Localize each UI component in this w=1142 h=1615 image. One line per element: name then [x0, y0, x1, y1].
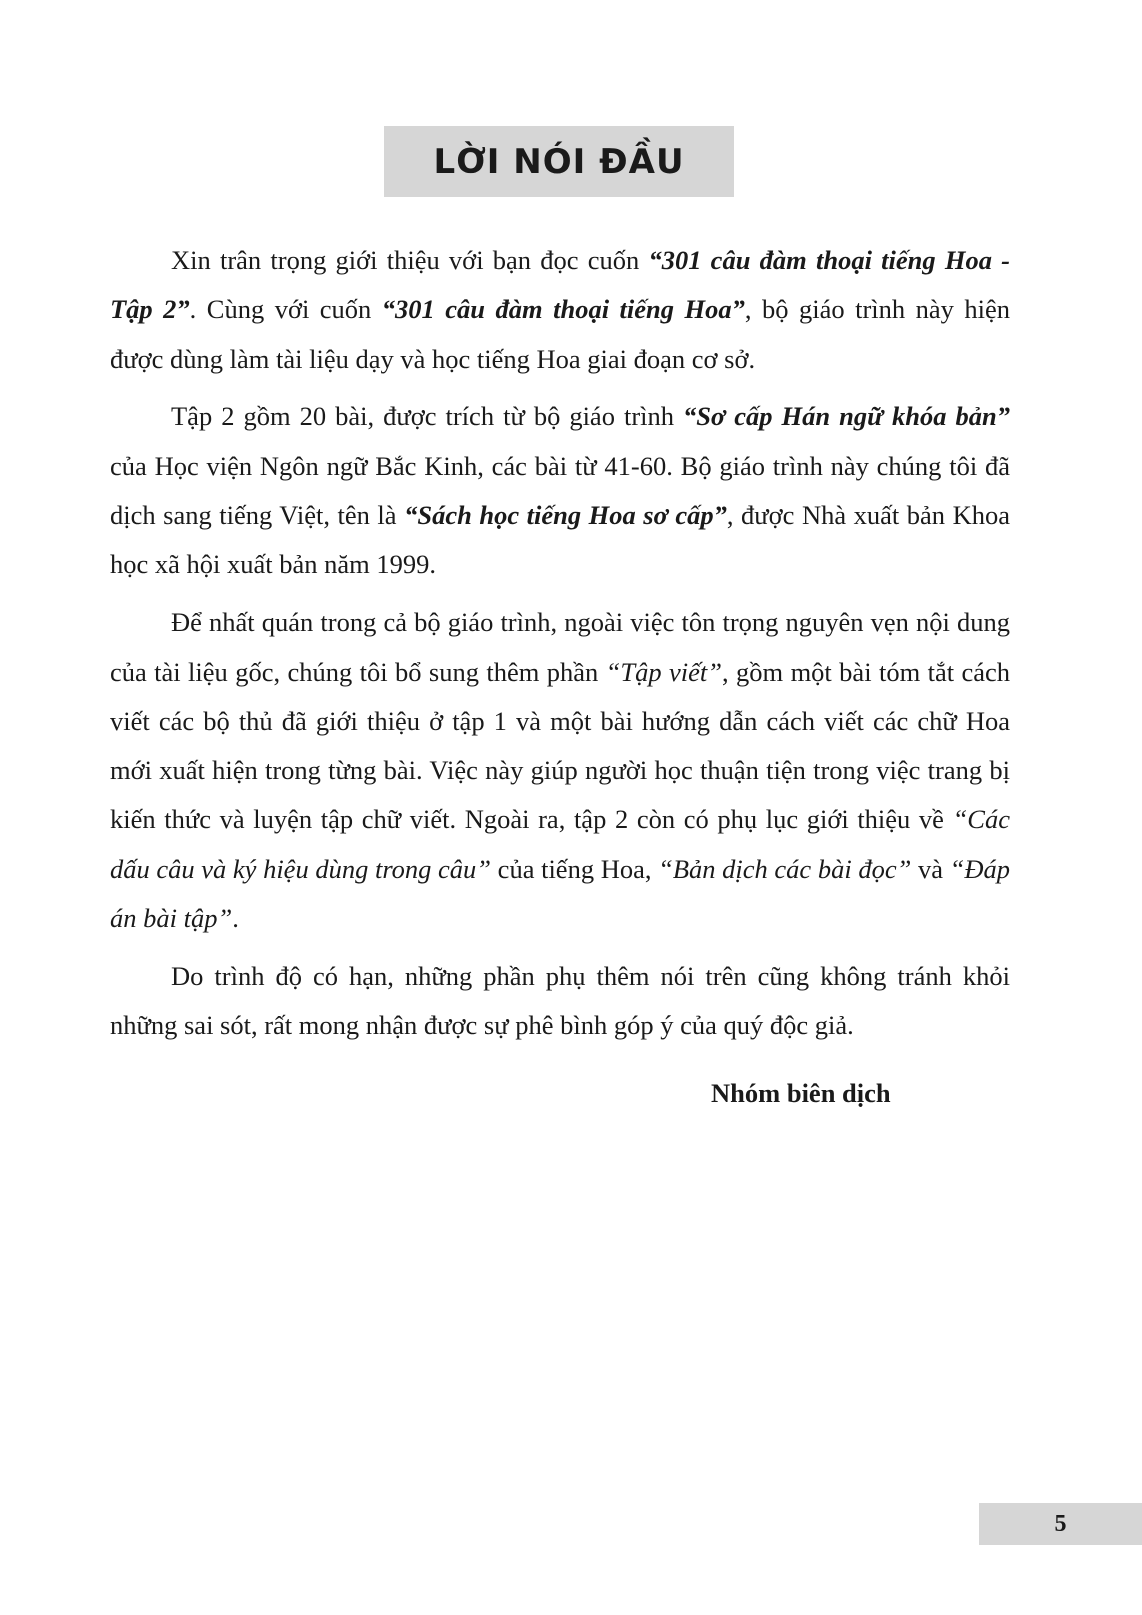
- p1-text-2: . Cùng với cuốn: [189, 294, 382, 325]
- page-number: 5: [1054, 1510, 1067, 1537]
- p2-text-1: Tập 2 gồm 20 bài, được trích từ bộ giáo trình: [171, 401, 684, 432]
- p1-text-3: , bộ giáo trình này hiện được dùng làm tài liệu dạy và học tiếng Hoa giai đoạn cơ sở.: [110, 294, 1010, 374]
- p3-text-3: của tiếng Hoa,: [491, 853, 659, 884]
- p2-text-3: , được Nhà xuất bản Khoa học xã hội xuất bản năm 1999.: [110, 500, 1010, 580]
- p3-text-2: , gồm một bài tóm tắt cách viết các bộ thủ đã giới thiệu ở tập 1 và một bài hướng dẫn cách viết các chữ Hoa mới xuất hiện trong từng bài. Việc này giúp người học thuận tiện trong việc trang bị kiến thức và luyện tập chữ viết. Ngoài ra, tập 2 còn có phụ lục giới thiệu về: [110, 656, 1010, 835]
- p3-text-4: và: [911, 853, 950, 884]
- p3-section-title-3: “Bản dịch các bài đọc”: [658, 853, 912, 884]
- p3-text-1: Để nhất quán trong cả bộ giáo trình, ngoài việc tôn trọng nguyên vẹn nội dung của tài liệu gốc, chúng tôi bổ sung thêm phần: [110, 607, 1010, 687]
- p2-text-2: của Học viện Ngôn ngữ Bắc Kinh, các bài từ 41-60. Bộ giáo trình này chúng tôi đã dịch sang tiếng Việt, tên là: [110, 450, 1010, 531]
- p4-text-1: Do trình độ có hạn, những phần phụ thêm nói trên cũng không tránh khỏi những sai sót, rất mong nhận được sự phê bình góp ý của quý độc giả.: [110, 960, 1010, 1041]
- paragraph-1: [110, 236, 1010, 384]
- preface-body: [110, 236, 1010, 1059]
- p1-book-title-2: “301 câu đàm thoại tiếng Hoa”: [381, 294, 745, 325]
- p1-book-title-1: “301 câu đàm thoại tiếng Hoa - Tập 2”: [110, 245, 1010, 325]
- paragraph-3: [110, 598, 1010, 943]
- p1-text-1: Xin trân trọng giới thiệu với bạn đọc cuốn: [171, 245, 649, 275]
- p3-text-5: .: [232, 903, 239, 934]
- signature: Nhóm biên dịch: [711, 1078, 891, 1108]
- p3-section-title-1: “Tập viết”: [605, 656, 723, 687]
- p2-book-title-2: “Sách học tiếng Hoa sơ cấp”: [404, 500, 727, 531]
- paragraph-4: [110, 952, 1010, 1051]
- page-title: LỜI NÓI ĐẦU: [433, 141, 685, 182]
- p3-section-title-4: “Đáp án bài tập”: [110, 853, 1010, 934]
- page-number-box: [979, 1503, 1142, 1545]
- heading-box: [384, 126, 734, 197]
- p3-section-title-2: “Các dấu câu và ký hiệu dùng trong câu”: [110, 804, 1010, 884]
- p2-book-title-1: “Sơ cấp Hán ngữ khóa bản”: [683, 401, 1010, 432]
- paragraph-2: [110, 392, 1010, 589]
